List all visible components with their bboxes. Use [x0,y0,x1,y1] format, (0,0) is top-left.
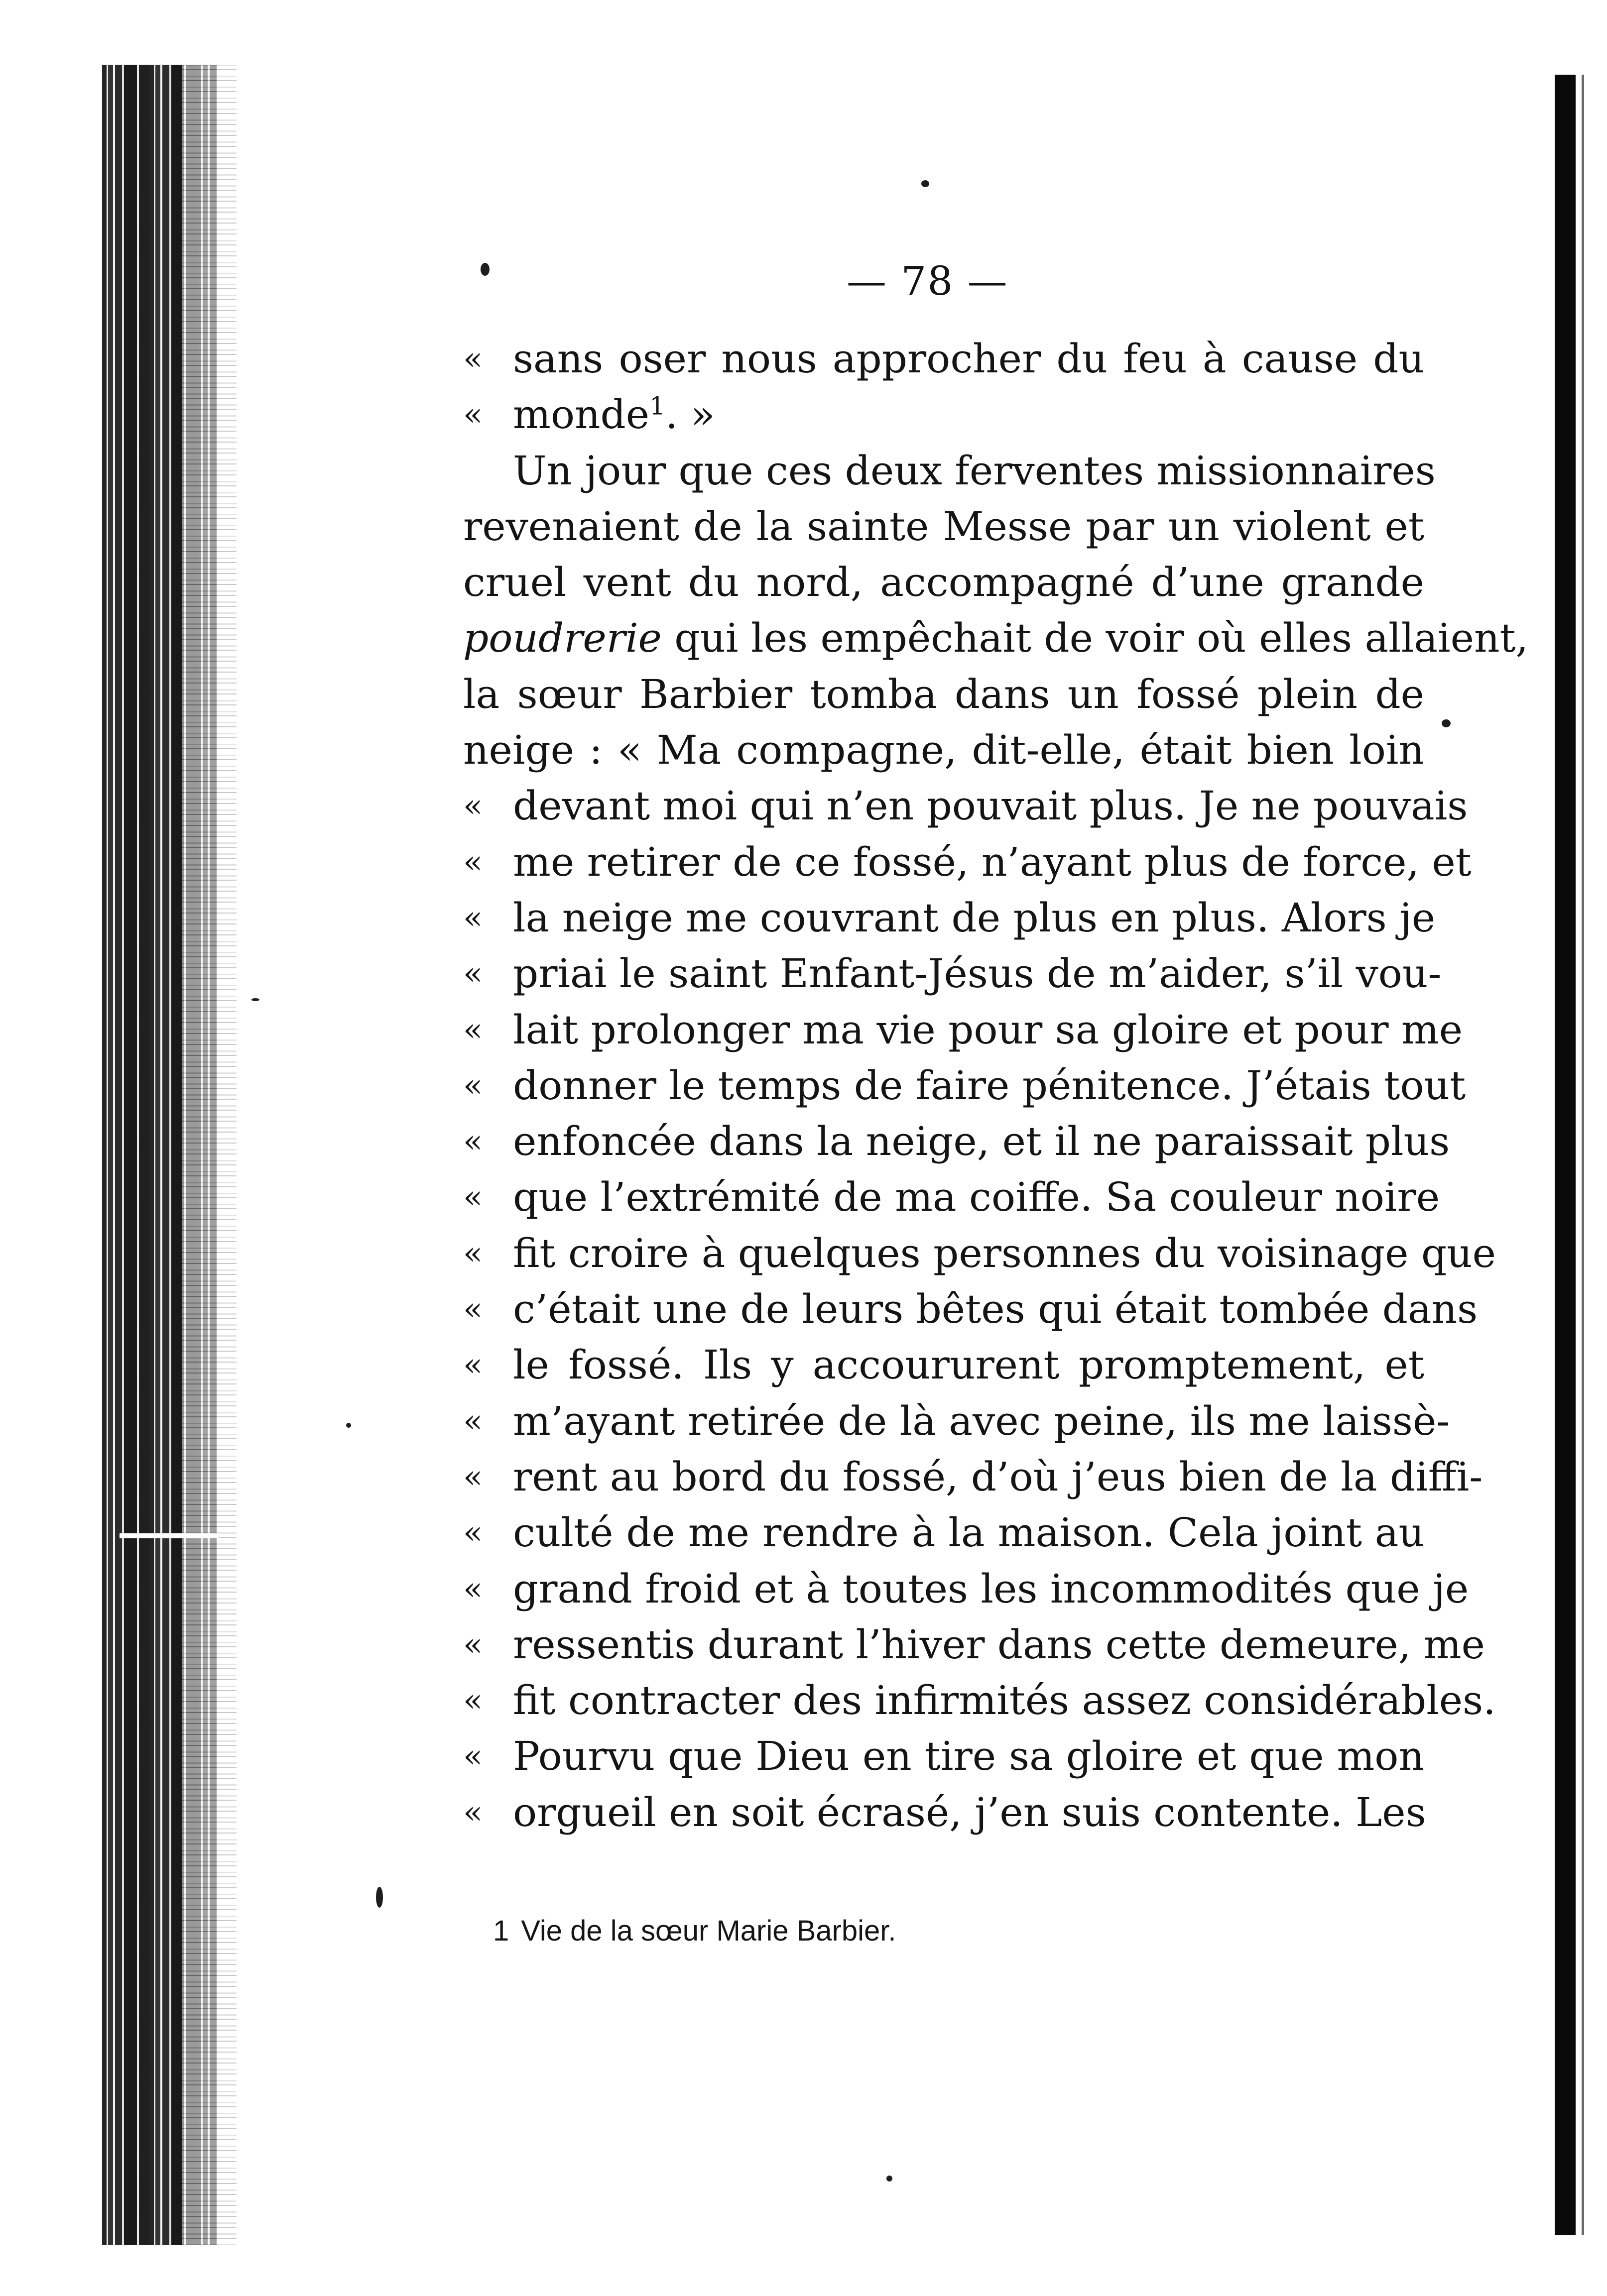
text-line [463,1281,1478,1337]
line-body: cruel vent du nord, accompagné d’une grande [463,559,1424,606]
text-line [463,946,1442,1002]
quote-mark: « [463,341,483,377]
line-body: sans oser nous approcher du feu à cause du [513,336,1424,382]
scan-right-edge-line [1582,75,1584,2235]
line-body: monde [513,391,650,438]
line-body: qui les empêchait de voir où elles allaient, [661,615,1529,662]
footnote-marker: 1 [649,391,665,421]
line-body: donner le temps de faire pénitence. J’étais tout [513,1062,1466,1109]
quote-mark: « [463,1458,483,1495]
line-body: enfoncée dans la neige, et il ne paraissait plus [513,1118,1450,1165]
line-body: lait prolonger ma vie pour sa gloire et pour me [513,1006,1463,1053]
quote-mark: « [463,1570,483,1607]
line-text [513,834,1472,890]
text-line [463,1449,1483,1505]
line-text [463,555,1424,610]
quote-mark: « [463,1514,483,1552]
scan-binding-noise [182,65,237,2245]
line-body: revenaient de la sainte Messe par un violent et [463,503,1424,550]
line-body: orgueil en soit écrasé, j’en suis contente. Les [513,1789,1426,1836]
text-line [463,1002,1463,1058]
line-text [513,1505,1424,1561]
line-text [513,1226,1496,1281]
line-text [513,1169,1440,1225]
line-text [513,1785,1424,1840]
text-line [463,610,1529,666]
text-line [463,667,1424,722]
text-line [463,890,1436,946]
line-text [513,387,1424,443]
quote-mark: « [463,1402,483,1440]
line-body: fit croire à quelques personnes du voisinage que [513,1230,1496,1276]
line-body: m’ayant retirée de là avec peine, ils me laissè- [513,1397,1450,1444]
text-line [463,1169,1440,1225]
quote-mark: « [463,1011,483,1048]
text-line [463,1337,1424,1393]
text-line [463,1505,1424,1561]
text-line [463,778,1468,834]
line-text [463,667,1424,722]
line-body: Un jour que ces deux ferventes missionnaires [513,447,1436,494]
body-text [463,331,1529,1840]
text-line [463,499,1424,555]
line-text [463,610,1529,666]
scan-speck [251,998,259,1001]
scan-speck [921,180,929,187]
scan-speck [481,263,490,276]
text-line [463,443,1436,499]
line-text [513,1449,1483,1505]
line-text [513,946,1442,1002]
quote-mark: « [463,1123,483,1160]
text-line [463,1617,1485,1673]
scan-speck [886,2176,892,2181]
line-body: neige : « Ma compagne, dit-elle, était bien loin [463,727,1424,774]
page-number: — 78 — [847,258,1008,304]
text-line [463,387,1424,443]
line-text [513,1561,1469,1617]
quote-mark: « [463,1235,483,1272]
quote-mark: « [463,843,483,881]
quote-mark: « [463,955,483,993]
line-text [513,1002,1463,1058]
text-line [463,1114,1450,1169]
line-body: Pourvu que Dieu en tire sa gloire et que mon [513,1733,1424,1780]
quote-mark: « [463,788,483,825]
footnote-text: Vie de la sœur Marie Barbier. [521,1915,896,1947]
line-body: que l’extrémité de ma coiffe. Sa couleur noire [513,1174,1440,1221]
quote-mark: « [463,1626,483,1663]
scan-speck [346,1423,351,1428]
scan-speck [1442,719,1451,727]
quote-mark: « [463,1794,483,1831]
text-line [463,1561,1469,1617]
text-line [463,1058,1466,1114]
line-text [513,443,1436,499]
line-body: rent au bord du fossé, d’où j’eus bien de la diffi- [513,1453,1483,1500]
quote-mark: « [463,1291,483,1328]
line-body: la sœur Barbier tomba dans un fossé plein de [463,671,1424,717]
line-body: la neige me couvrant de plus en plus. Alors je [513,894,1436,941]
line-body: grand froid et à toutes les incommodités que je [513,1565,1469,1612]
line-text [513,778,1468,834]
text-line [463,1393,1450,1449]
line-body: c’était une de leurs bêtes qui était tombée dans [513,1286,1478,1333]
footnote-number: 1 [493,1915,509,1947]
quote-mark: « [463,1682,483,1720]
line-body: ressentis durant l’hiver dans cette demeure, me [513,1621,1485,1668]
text-line [463,834,1472,890]
line-body: fit contracter des infirmités assez considérables. [513,1677,1496,1724]
line-text [513,1728,1424,1784]
quote-mark: « [463,899,483,936]
scan-speck [376,1887,383,1908]
quote-mark: « [463,1347,483,1384]
quote-mark: « [463,396,483,434]
text-line [463,555,1424,610]
line-text [513,1617,1485,1673]
line-text [463,722,1424,778]
line-text [513,331,1424,387]
italic-term: poudrerie [463,615,662,662]
line-text [513,1058,1466,1114]
quote-mark: « [463,1067,483,1104]
line-text [513,1393,1450,1449]
line-body: culté de me rendre à la maison. Cela joint au [513,1509,1424,1556]
scan-binding-gap [120,1533,219,1538]
scan-right-edge [1555,75,1576,2235]
text-line [463,722,1424,778]
text-line [463,1226,1496,1281]
quote-mark: « [463,1738,483,1775]
line-text [513,1337,1424,1393]
line-text [513,1114,1450,1169]
line-text [513,1673,1496,1728]
text-line [463,1673,1496,1728]
line-body: devant moi qui n’en pouvait plus. Je ne pouvais [513,783,1468,829]
line-text [513,1281,1478,1337]
line-body: me retirer de ce fossé, n’ayant plus de force, et [513,838,1472,885]
line-body: priai le saint Enfant-Jésus de m’aider, s’il vou- [513,950,1442,997]
line-tail: . » [665,391,715,438]
text-line [463,331,1424,387]
line-body: le fossé. Ils y accoururent promptement, et [513,1342,1424,1388]
text-line [463,1728,1424,1784]
footnote [493,1914,896,1948]
quote-mark: « [463,1179,483,1216]
text-line [463,1785,1424,1840]
line-text [513,890,1436,946]
line-text [463,499,1424,555]
